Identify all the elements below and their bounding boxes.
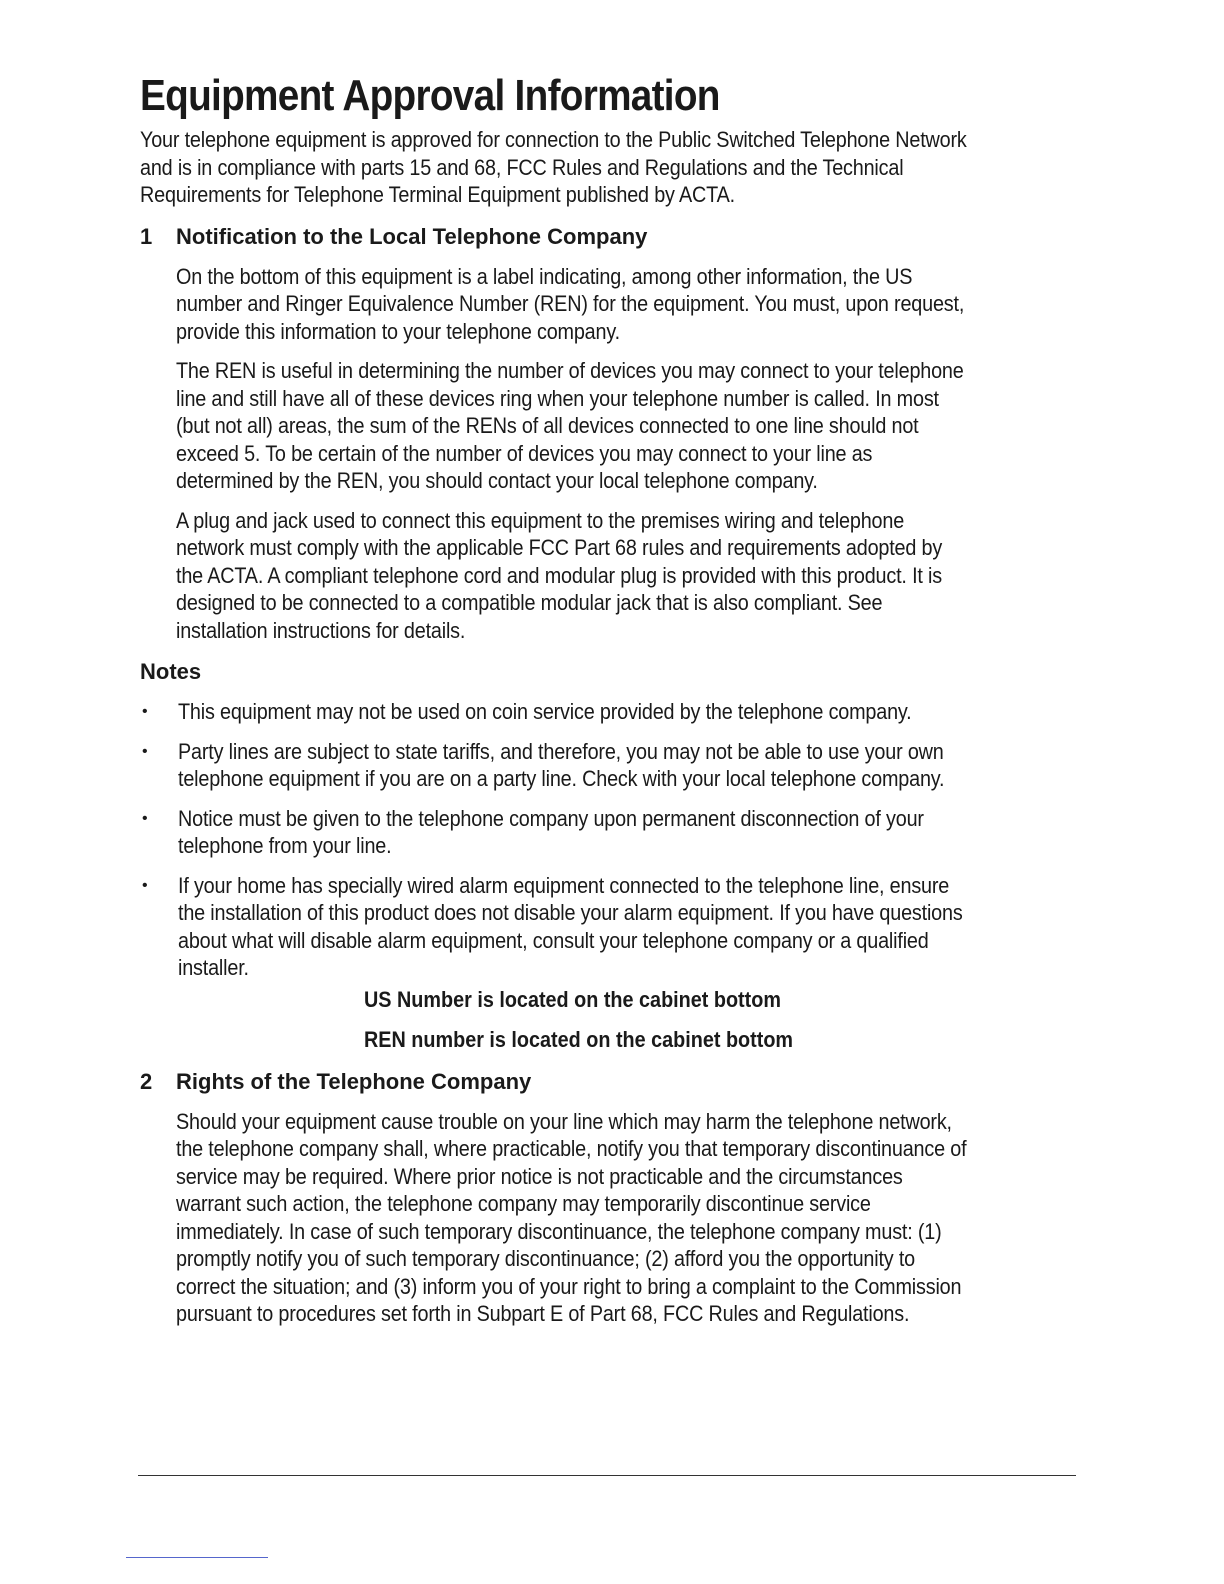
bullet-icon: • [142,742,148,760]
section-2-body [176,1108,970,1328]
bullet-icon: • [142,809,148,827]
list-item: • Notice must be given to the telephone company upon permanent disconnection of your telephone from your line. [142,805,924,858]
bottom-rule [138,1475,1076,1476]
list-item: • If your home has specially wired alarm equipment connected to the telephone line, ensure the installation of this product does not disable your alarm equipment. If you have questions about what will disable alarm equipment, consult your telephone company or a qualified installer. [142,872,963,980]
section-1-paragraph-2: The REN is useful in determining the number of devices you may connect to your telephone line and still have all of these devices ring when your telephone number is called. In most (but not all) areas, the sum of the RENs of all devices connected to one line should not exceed 5. To be certain of the number of devices you may connect to your line as determined by the REN, you should contact your local telephone company. [176,358,964,493]
section-1-title: Notification to the Local Telephone Company [176,223,648,249]
list-item: • This equipment may not be used on coin service provided by the telephone company. [142,699,912,724]
section-1-body [176,263,970,645]
section-1-paragraph-3: A plug and jack used to connect this equipment to the premises wiring and telephone network must comply with the applicable FCC Part 68 rules and requirements adopted by the ACTA. A compliant telephone cord and modular plug is provided with this product. It is designed to be connected to a compatible modular jack that is also compliant. See installation instructions for details. [176,507,943,643]
intro-paragraph: Your telephone equipment is approved for connection to the Public Switched Telephone Network and is in compliance with parts 15 and 68, FCC Rules and Regulations and the Technical Requirements for Telephone Terminal Equipment published by ACTA. [140,127,967,207]
list-item: • Party lines are subject to state tariffs, and therefore, you may not be able to use your own telephone equipment if you are on a party line. Check with your local telephone company. [142,738,945,791]
section-2-title: Rights of the Telephone Company [176,1068,532,1094]
footer-link-underline [126,1557,268,1558]
section-1-number: 1 [140,223,153,249]
document-page [140,70,970,1328]
section-2-number: 2 [140,1068,153,1094]
bullet-icon: • [142,876,148,894]
bullet-icon: • [142,703,148,720]
notes-heading: Notes [140,659,202,684]
page-title: Equipment Approval Information [140,71,720,120]
section-2-heading [140,1068,970,1096]
us-number-location: US Number is located on the cabinet bottom [364,986,781,1012]
section-2-paragraph: Should your equipment cause trouble on your line which may harm the telephone network, the telephone company shall, where practicable, notify you that temporary discontinuance of service may be required. Where prior notice is not practicable and the circumstances warrant such action, the telephone company may temporarily discontinue service immediately. In case of such temporary discontinuance, the telephone company must: (1) promptly notify you of such temporary discontinuance; (2) afford you the opportunity to correct the situation; and (3) inform you of your right to bring a complaint to the Commission pursuant to procedures set forth in Subpart E of Part 68, FCC Rules and Regulations. [176,1108,967,1326]
ren-number-location: REN number is located on the cabinet bottom [364,1026,794,1052]
section-1-paragraph-1: On the bottom of this equipment is a label indicating, among other information, the US number and Ringer Equivalence Number (REN) for the equipment. You must, upon request, provide this information to your telephone company. [176,263,965,344]
section-1-heading [140,223,970,251]
